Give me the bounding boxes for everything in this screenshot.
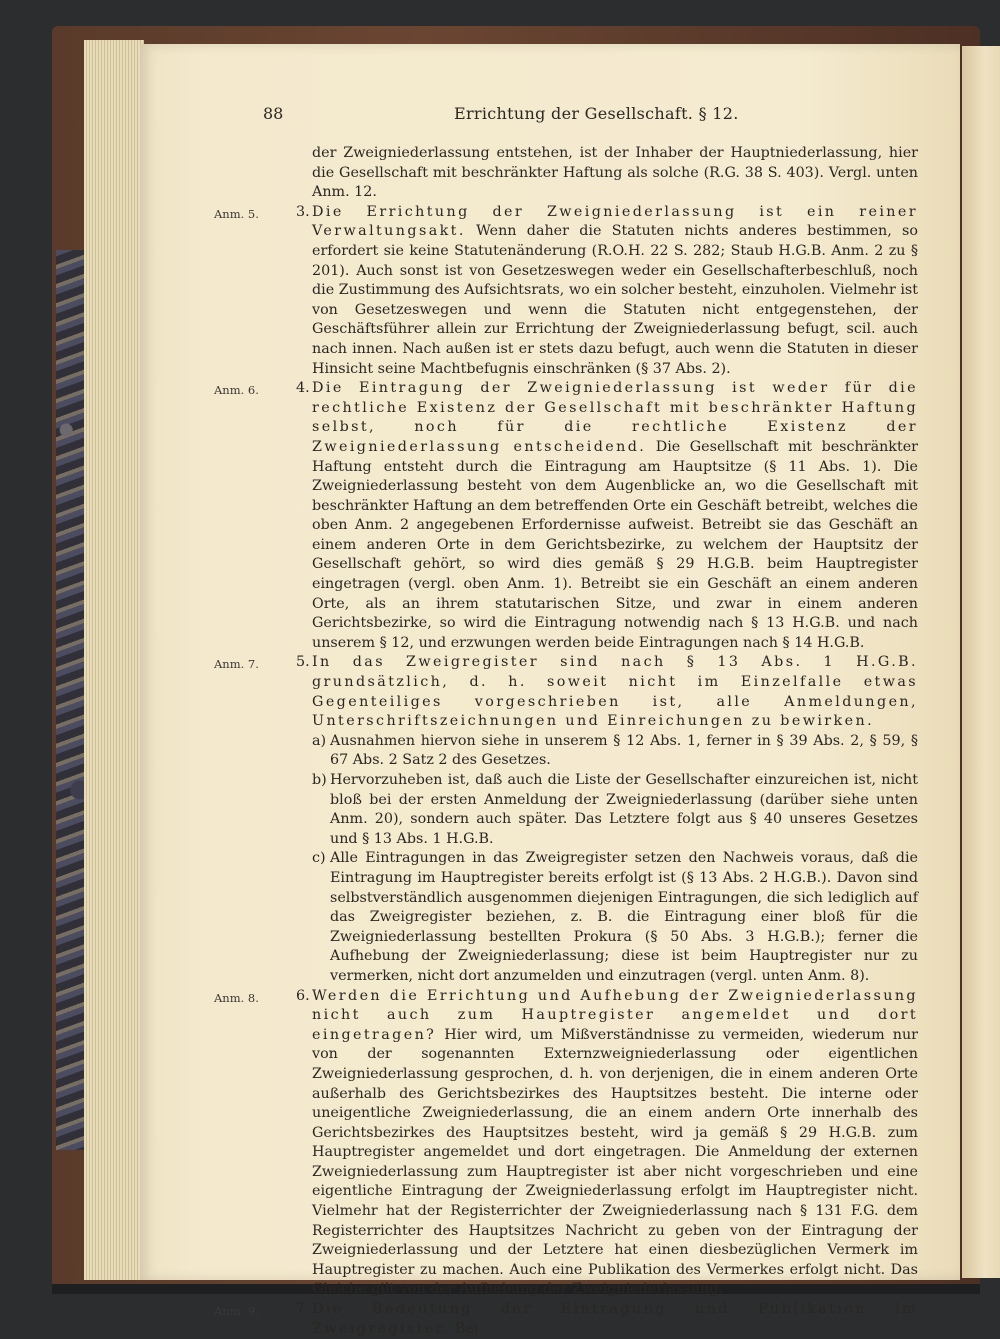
paragraph-note-6: [214, 987, 918, 1301]
margin-annotation: Anm. 6.: [214, 383, 259, 398]
paragraph-number: 5.: [296, 654, 310, 671]
paragraph-lead: Die Eintragung der Zweigniederlassung ist weder für die rechtliche Existenz der Gesellschaft mit beschränkter Haftung selbst, noch für die rechtliche Existenz der Zweigniederlassung entscheidend.: [312, 380, 918, 455]
paragraph-lead: Die Errichtung der Zweigniederlassung ist ein reiner Verwaltungsakt.: [312, 203, 918, 240]
paragraph-number: 7.: [296, 1301, 310, 1318]
paragraph-note-7: [214, 1300, 918, 1339]
paragraph-note-3: [214, 203, 918, 379]
paragraph-note-4: [214, 379, 919, 653]
paragraph-text: Hier wird, um Mißverständnisse zu vermeiden, wiederum nur von der sogenannten Externzweigniederlassung oder eigentlichen Zweigniederlassung gesprochen, d. h. von derjenigen, die in einem anderen Orte außerhalb des Gerichtsbezirkes des Hauptsitzes besteht. Die interne oder uneigentliche Zweigniederlassung, die an einem andern Orte innerhalb des Gerichtsbezirkes des Hauptsitzes besteht, wird ja gemäß § 29 H.G.B. zum Hauptregister angemeldet und dort eingetragen. Die Anmeldung der externen Zweigniederlassung zum Hauptregister ist aber nicht vorgeschrieben und eine eigentliche Eintragung der Zweigniederlassung erfolgt im Hauptregister nicht. Vielmehr hat der Registerrichter der Zweigniederlassung nach § 131 F.G. dem Registerrichter des Hauptsitzes Nachricht zu geben von der Eintragung der Zweigniederlassung und der Letztere hat einen diesbezüglichen Vermerk im Hauptregister zu machen. Auch eine Publikation des Vermerkes erfolgt nicht. Das Gleiche gilt von der Aufhebung der Zweigniederlassung.: [312, 1026, 918, 1298]
list-item-text: Ausnahmen hiervon siehe in unserem § 12 Abs. 1, ferner in § 39 Abs. 2, § 59, § 67 Abs. 2 Satz 2 des Gesetzes.: [330, 732, 918, 769]
paragraph-note-5: [214, 653, 918, 731]
paragraph-lead: Werden die Errichtung und Aufhebung der Zweigniederlassung nicht auch zum Hauptregister angemeldet und dort eingetragen?: [312, 987, 918, 1043]
paragraph-text: der Zweigniederlassung entstehen, ist der Inhaber der Hauptniederlassung, hier die Gesellschaft mit beschränkter Haftung als solche (R.G. 38 S. 403). Vergl. unten Anm. 12.: [312, 145, 918, 201]
paragraph-text: Bei: [450, 1320, 479, 1337]
paragraph-text: Wenn daher die Statuten nichts anderes bestimmen, so erfordert sie keine Statutenänderung (R.O.H. 22 S. 282; Staub H.G.B. Anm. 2 zu § 201). Auch sonst ist von Gesetzeswegen weder ein Gesellschafterbeschluß, noch die Zustimmung des Aufsichtsrats, wo ein solcher besteht, einzuholen. Vielmehr ist von Gesetzeswegen und wenn die Statuten nicht entgegenstehen, der Geschäftsführer allein zur Errichtung der Zweigniederlassung befugt, scil. auch nach innen. Nach außen ist er stets dazu befugt, auch wenn die Statuten in dieser Hinsicht seine Machtbefugnis einschränken (§ 37 Abs. 2).: [312, 223, 918, 377]
paragraph-number: 4.: [296, 380, 310, 397]
body-text: [214, 144, 919, 1339]
page-edges: [84, 40, 144, 1280]
paragraph-number: 3.: [296, 203, 310, 220]
list-item: [312, 849, 918, 986]
paragraph-continuation: [312, 144, 918, 203]
page-header: [0, 104, 1000, 128]
running-title: Errichtung der Gesellschaft. § 12.: [454, 104, 739, 123]
list-item-mark: c): [312, 850, 326, 867]
list-item: [312, 732, 918, 771]
page-number: 88: [263, 104, 284, 123]
list-item-text: Alle Eintragungen in das Zweigregister setzen den Nachweis voraus, daß die Eintragung im Hauptregister bereits erfolgt ist (§ 13 Abs. 2 H.G.B.). Davon sind selbstverständlich ausgenommen diejenigen Eintragungen, die sich lediglich auf das Zweigregister beziehen, z. B. die Eintragung einer bloß für die Zweigniederlassung bestellten Prokura (§ 50 Abs. 3 H.G.B.); ferner die Aufhebung der Zweigniederlassung; diese ist beim Hauptregister nur zu vermerken, nicht dort anzumelden und einzutragen (vergl. unten Anm. 8).: [330, 850, 918, 984]
paragraph-number: 6.: [296, 987, 310, 1004]
paragraph-lead: Die Bedeutung der Eintragung und Publikation im Zweigregister.: [312, 1301, 918, 1337]
margin-annotation: Anm. 7.: [214, 657, 259, 672]
facing-page-edge: [962, 46, 1000, 1278]
margin-annotation: Anm. 9.: [214, 1304, 259, 1319]
list-item-mark: b): [312, 772, 327, 788]
list-item-text: Hervorzuheben ist, daß auch die Liste der Gesellschafter einzureichen ist, nicht bloß bei der ersten Anmeldung der Zweigniederlassung (darüber siehe unten Anm. 20), sondern auch später. Das Letztere folgt aus § 40 unseres Gesetzes und § 13 Abs. 1 H.G.B.: [330, 772, 918, 847]
paragraph-text: Die Gesellschaft mit beschränkter Haftung entsteht durch die Eintragung am Hauptsitze (§ 11 Abs. 1). Die Zweigniederlassung besteht von dem Augenblicke an, wo die Gesellschaft mit beschränkter Haftung an dem betreffenden Orte ein Geschäft betreibt, welches die oben Anm. 2 angegebenen Erfordernisse aufweist. Betreibt sie das Geschäft an einem anderen Orte in dem Gerichtsbezirke, zu welchem der Hauptsitz der Gesellschaft gehört, so wird dies gemäß § 29 H.G.B. beim Hauptregister eingetragen (vergl. oben Anm. 1). Betreibt sie ein Geschäft an einem anderen Orte, als an ihrem statutarischen Sitze, und zwar in einem anderen Gerichtsbezirke, so wird die Eintragung notwendig nach § 13 H.G.B. und nach unserem § 12, und erzwungen werden beide Eintragungen nach § 14 H.G.B.: [312, 438, 919, 651]
list-item-mark: a): [312, 732, 327, 749]
paragraph-lead: In das Zweigregister sind nach § 13 Abs. 1 H.G.B. grundsätzlich, d. h. soweit nicht im Einzelfalle etwas Gegenteiliges vorgeschrieben ist, alle Anmeldungen, Unterschriftszeichnungen und Einreichungen zu bewirken.: [312, 654, 918, 730]
list-item: [312, 771, 918, 849]
margin-annotation: Anm. 5.: [214, 206, 259, 221]
margin-annotation: Anm. 8.: [214, 990, 259, 1005]
